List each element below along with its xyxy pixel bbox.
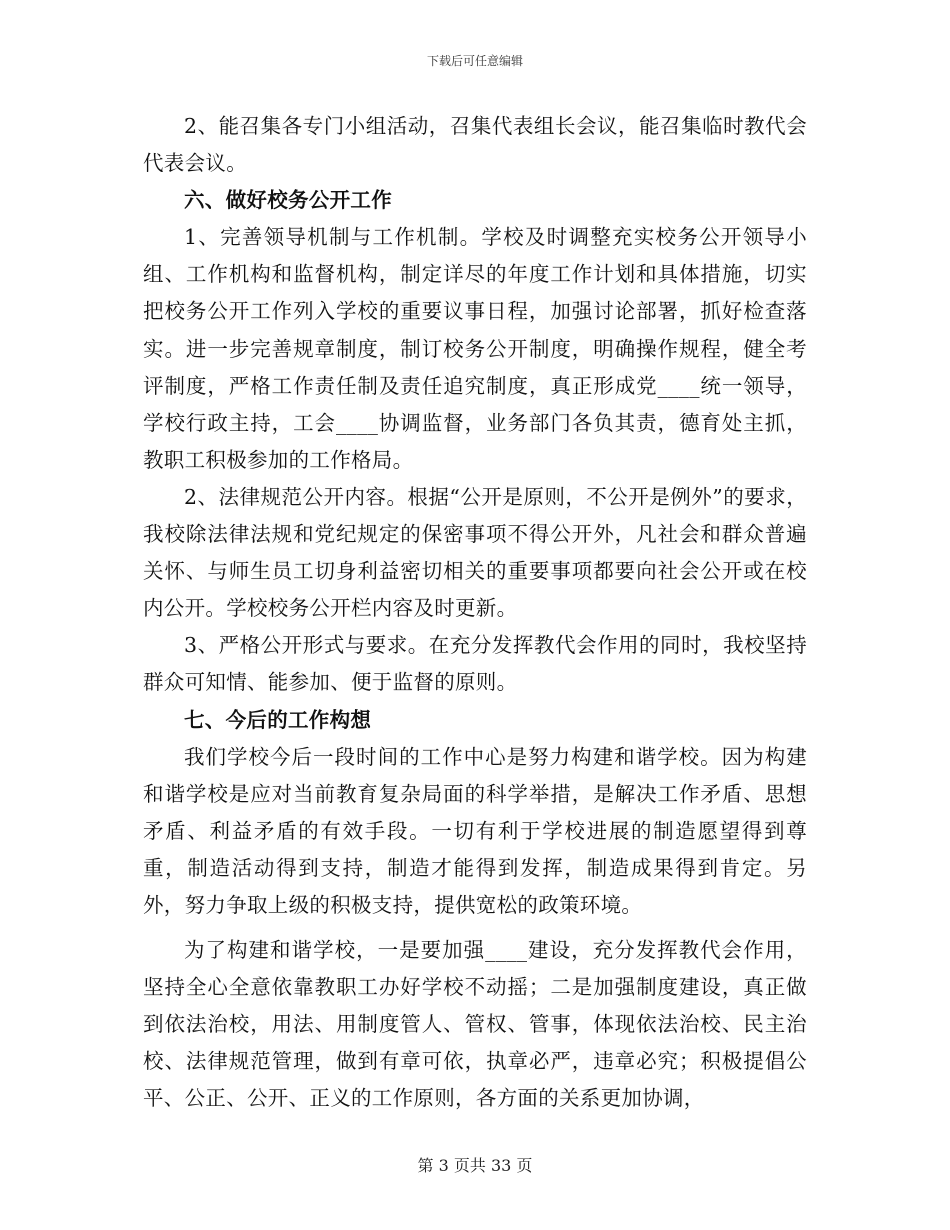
document-body	[143, 108, 807, 1118]
page-footer-page-number: 第 3 页共 33 页	[417, 1156, 533, 1175]
paragraph-harmonious-school: 为了构建和谐学校，一是要加强____建设，充分发挥教代会作用，坚持全心全意依靠教职工办好学校不动摇；二是加强制度建设，真正做到依法治校，用法、用制度管人、管权、管事，体现依法治校、民主治校、法律规范管理，做到有章可依，执章必严，违章必究；积极提倡公平、公正、公开、正义的工作原则，各方面的关系更加协调，	[143, 938, 807, 1111]
paragraph-work-vision: 我们学校今后一段时间的工作中心是努力构建和谐学校。因为构建和谐学校是应对当前教育复杂局面的科学举措，是解决工作矛盾、思想矛盾、利益矛盾的有效手段。一切有利于学校进展的制造愿望得到尊重，制造活动得到支持，制造才能得到发挥，制造成果得到肯定。另外，努力争取上级的积极支持，提供宽松的政策环境。	[143, 744, 807, 917]
section-heading-6: 六、做好校务公开工作	[184, 188, 392, 213]
section-heading-7: 七、今后的工作构想	[184, 707, 372, 732]
paragraph-item-2: 2、能召集各专门小组活动，召集代表组长会议，能召集临时教代会代表会议。	[143, 114, 807, 176]
paragraph-public-form: 3、严格公开形式与要求。在充分发挥教代会作用的同时，我校坚持群众可知情、能参加、便于监督的原则。	[143, 633, 807, 695]
page-header: 下载后可任意编辑	[426, 54, 523, 68]
paragraph-public-content: 2、法律规范公开内容。根据“公开是原则，不公开是例外”的要求，我校除法律法规和党纪规定的保密事项不得公开外，凡社会和群众普遍关怀、与师生员工切身利益密切相关的重要事项都要向社会公开或在校内公开。学校校务公开栏内容及时更新。	[143, 484, 807, 621]
paragraph-leadership-mechanism: 1、完善领导机制与工作机制。学校及时调整充实校务公开领导小组、工作机构和监督机构，制定详尽的年度工作计划和具体措施，切实把校务公开工作列入学校的重要议事日程，加强讨论部署，抓好检查落实。进一步完善规章制度，制订校务公开制度，明确操作规程，健全考评制度，严格工作责任制及责任追究制度，真正形成党____统一领导，学校行政主持，工会____协调监督，业务部门各负其责，德育处主抓，教职工积极参加的工作格局。	[143, 225, 807, 472]
